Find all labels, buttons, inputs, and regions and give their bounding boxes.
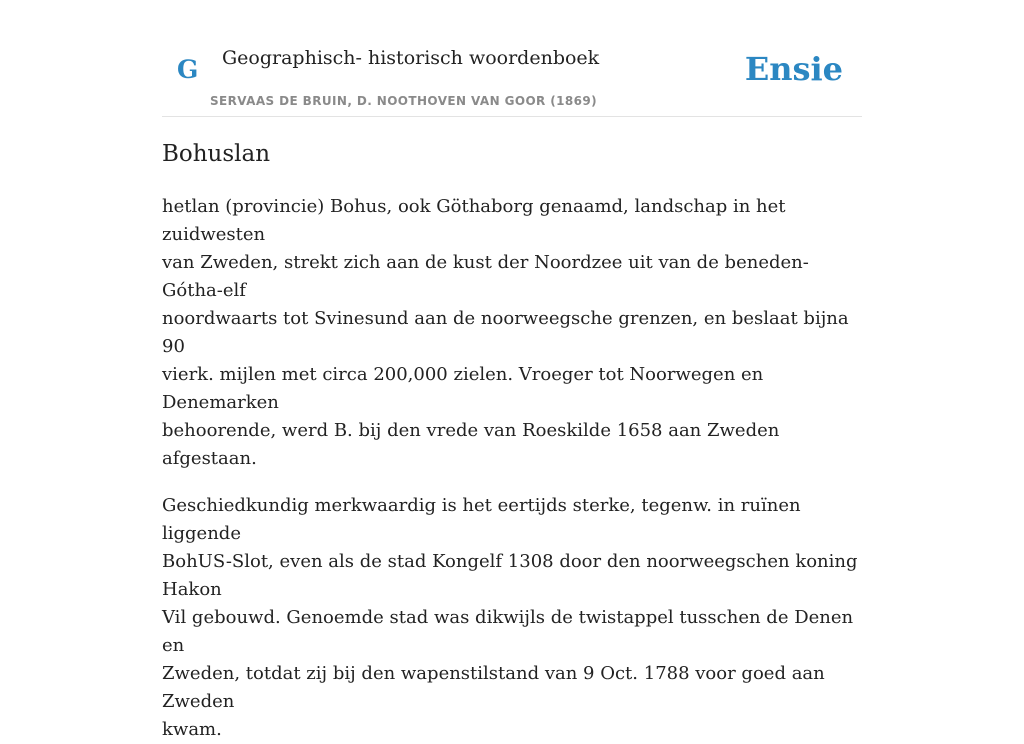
entry-content bbox=[162, 138, 862, 744]
book-letter-logo[interactable]: G bbox=[177, 55, 199, 84]
entry-paragraph: Geschiedkundig merkwaardig is het eertijds sterke, tegenw. in ruïnen liggende BohUS-Slot, even als de stad Kongelf 1308 door den noorweegschen koning Hakon Vil gebouwd. Genoemde stad was dikwijls de twistappel tusschen de Denen en Zweden, totdat zij bij den wapenstilstand van 9 Oct. 1788 voor goed aan Zweden kwam. bbox=[162, 495, 858, 740]
book-header bbox=[162, 0, 862, 117]
entry-title: Bohuslan bbox=[162, 141, 271, 167]
book-author: SERVAAS DE BRUIN, D. NOOTHOVEN VAN GOOR (1869) bbox=[210, 94, 598, 108]
entry-body bbox=[162, 193, 862, 744]
ensie-logo[interactable]: Ensie bbox=[744, 50, 843, 88]
entry-paragraph: hetlan (provincie) Bohus, ook Göthaborg genaamd, landschap in het zuidwesten van Zweden, strekt zich aan de kust der Noordzee uit van de beneden-Gótha-elf noordwaarts tot Svinesund aan de noorweegsche grenzen, en beslaat bijna 90 vierk. mijlen met circa 200,000 zielen. Vroeger tot Noorwegen en Denemarken behoorende, werd B. bij den vrede van Roeskilde 1658 aan Zweden afgestaan. bbox=[162, 196, 849, 469]
book-title[interactable]: Geographisch- historisch woordenboek bbox=[222, 47, 600, 69]
